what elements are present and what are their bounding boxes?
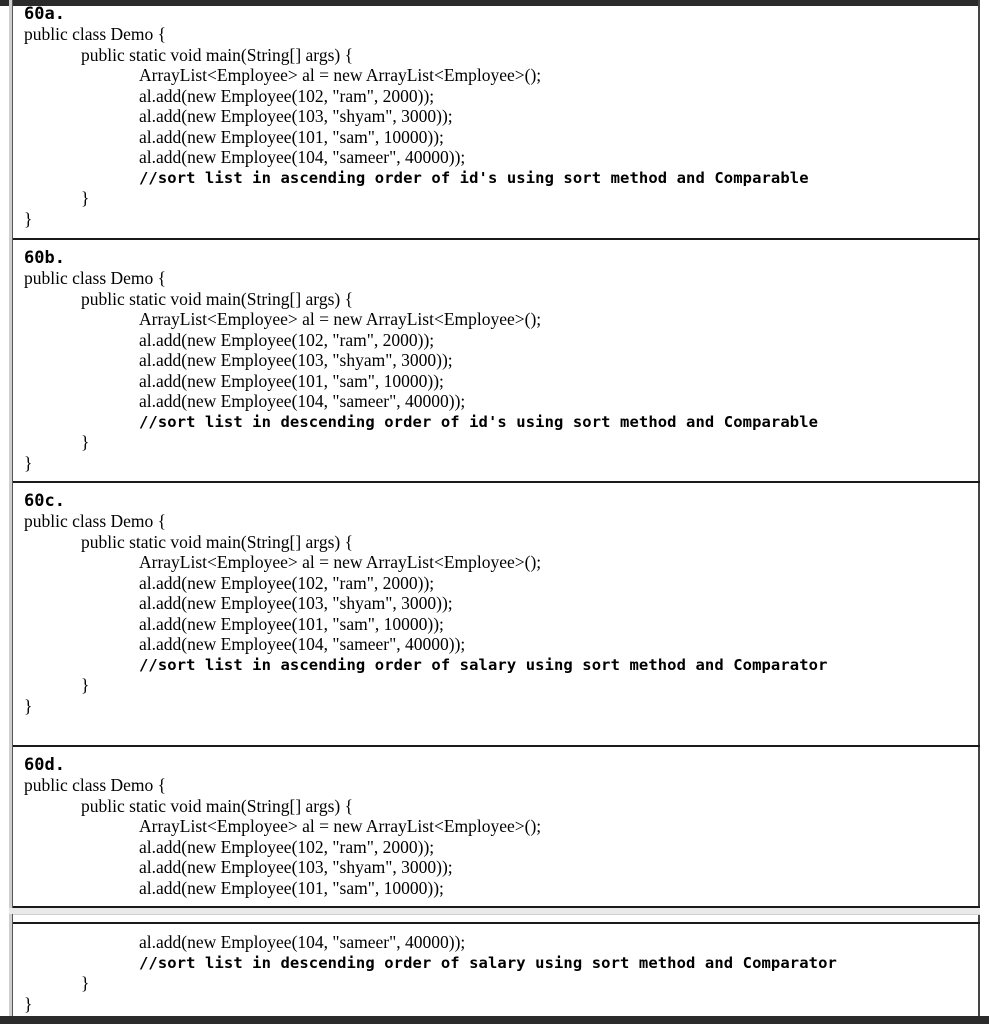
add-statement: al.add(new Employee(102, "ram", 2000)); [139, 572, 435, 593]
right-margin [980, 0, 989, 1024]
class-close-brace: } [24, 695, 33, 716]
add-statement: al.add(new Employee(102, "ram", 2000)); [139, 329, 435, 350]
class-declaration: public class Demo { [24, 268, 167, 288]
add-statement: al.add(new Employee(101, "sam", 10000)); [139, 370, 444, 391]
bottom-border [0, 1016, 989, 1024]
question-label: 60a. [24, 4, 65, 24]
add-statement: al.add(new Employee(104, "sameer", 40000)); [139, 634, 466, 654]
add-statement: al.add(new Employee(102, "ram", 2000)); [139, 836, 435, 857]
list-declaration: ArrayList<Employee> al = new ArrayList<Employee>(); [139, 552, 542, 572]
sort-comment: //sort list in ascending order of id's using sort method and Comparable [139, 168, 809, 187]
add-statement: al.add(new Employee(103, "shyam", 3000)); [139, 857, 453, 877]
section-divider [13, 481, 980, 483]
section-divider [13, 745, 980, 747]
section-divider [13, 238, 980, 240]
add-statement: al.add(new Employee(101, "sam", 10000)); [139, 613, 444, 634]
add-statement: al.add(new Employee(102, "ram", 2000)); [139, 85, 435, 106]
method-close-brace: } [81, 675, 90, 695]
question-block-60a [24, 4, 974, 229]
method-close-brace: } [81, 188, 90, 208]
add-statement: al.add(new Employee(101, "sam", 10000)); [139, 126, 444, 147]
question-label: 60d. [24, 755, 65, 775]
add-statement: al.add(new Employee(101, "sam", 10000)); [139, 877, 444, 898]
list-declaration: ArrayList<Employee> al = new ArrayList<Employee>(); [139, 816, 542, 836]
add-statement: al.add(new Employee(104, "sameer", 40000)); [139, 147, 466, 167]
question-block-60c [24, 491, 974, 716]
main-method-declaration: public static void main(String[] args) { [81, 531, 353, 552]
list-declaration: ArrayList<Employee> al = new ArrayList<Employee>(); [139, 309, 542, 329]
class-declaration: public class Demo { [24, 775, 167, 795]
add-statement: al.add(new Employee(104, "sameer", 40000)); [139, 932, 466, 952]
left-border [12, 0, 13, 1024]
question-label: 60b. [24, 248, 65, 268]
question-block-60d-continued [24, 932, 974, 1014]
method-close-brace: } [81, 432, 90, 452]
class-close-brace: } [24, 452, 33, 473]
class-declaration: public class Demo { [24, 511, 167, 531]
question-label: 60c. [24, 491, 65, 511]
class-declaration: public class Demo { [24, 24, 167, 44]
method-close-brace: } [81, 973, 90, 993]
main-method-declaration: public static void main(String[] args) { [81, 44, 353, 65]
question-block-60b [24, 248, 974, 473]
add-statement: al.add(new Employee(103, "shyam", 3000)); [139, 106, 453, 126]
add-statement: al.add(new Employee(103, "shyam", 3000)); [139, 350, 453, 370]
section-divider [13, 922, 980, 924]
add-statement: al.add(new Employee(103, "shyam", 3000)); [139, 593, 453, 613]
class-close-brace: } [24, 208, 33, 229]
sort-comment: //sort list in ascending order of salary using sort method and Comparator [139, 655, 828, 674]
main-method-declaration: public static void main(String[] args) { [81, 795, 353, 816]
main-method-declaration: public static void main(String[] args) { [81, 288, 353, 309]
class-close-brace: } [24, 993, 33, 1014]
page-break-line [13, 914, 980, 915]
list-declaration: ArrayList<Employee> al = new ArrayList<Employee>(); [139, 65, 542, 85]
question-block-60d [24, 755, 974, 898]
add-statement: al.add(new Employee(104, "sameer", 40000)); [139, 391, 466, 411]
sort-comment: //sort list in descending order of id's using sort method and Comparable [139, 412, 819, 431]
sort-comment: //sort list in descending order of salary using sort method and Comparator [139, 953, 837, 972]
